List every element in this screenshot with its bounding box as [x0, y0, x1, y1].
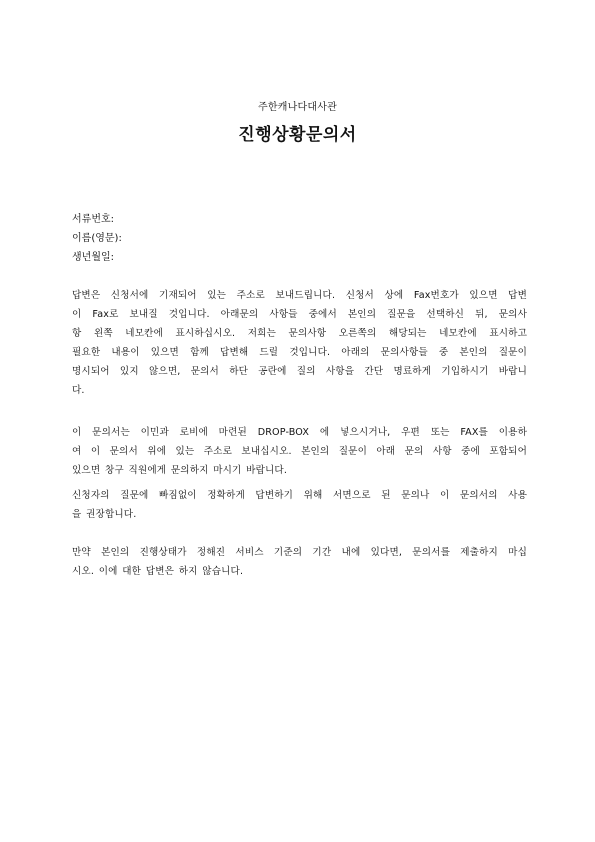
- paragraph-line: 이 Fax로 보내질 것입니다. 아래문의 사항들 중에서 본인의 질문을 선택하신 뒤, 문의사: [72, 309, 527, 320]
- paragraph-line: 여 이 문의서 위에 있는 주소로 보내십시오. 본인의 질문이 아래 문의 사항 중에 포함되어: [72, 446, 527, 457]
- paragraph-recommendation: [72, 486, 527, 524]
- applicant-fields: [72, 210, 122, 267]
- document-number-field: 서류번호:: [72, 214, 115, 225]
- paragraph-line: 다.: [72, 385, 85, 396]
- embassy-name: 주한캐나다대사관: [258, 102, 337, 113]
- paragraph-line: 항 왼쪽 네모칸에 표시하십시오. 저희는 문의사항 오른쪽의 해당되는 네모칸에 표시하고: [72, 328, 527, 339]
- paragraph-submission: [72, 423, 527, 480]
- paragraph-line: 시오. 이에 대한 답변은 하지 않습니다.: [72, 566, 244, 577]
- birthdate-field: 생년월일:: [72, 252, 115, 263]
- paragraph-answer-delivery: [72, 286, 527, 400]
- paragraph-service-standard: [72, 543, 527, 581]
- paragraph-line: 이 문의서는 이민과 로비에 마련된 DROP-BOX 에 넣으시거나, 우편 또는 FAX를 이용하: [72, 427, 527, 438]
- document-title: 진행상황문의서: [238, 125, 357, 145]
- paragraph-line: 있으면 창구 직원에게 문의하지 마시기 바랍니다.: [72, 465, 288, 476]
- paragraph-line: 답변은 신청서에 기재되어 있는 주소로 보내드립니다. 신청서 상에 Fax번호가 있으면 답변: [72, 290, 527, 301]
- paragraph-line: 을 권장합니다.: [72, 509, 137, 520]
- paragraph-line: 신청자의 질문에 빠짐없이 정확하게 답변하기 위해 서면으로 된 문의나 이 문의서의 사용: [72, 490, 527, 501]
- name-field: 이름(영문):: [72, 233, 122, 244]
- paragraph-line: 명시되어 있지 않으면, 문의서 하단 공란에 질의 사항을 간단 명료하게 기입하시기 바랍니: [72, 366, 527, 377]
- paragraph-line: 필요한 내용이 있으면 함께 답변해 드릴 것입니다. 아래의 문의사항들 중 본인의 질문이: [72, 347, 527, 358]
- paragraph-line: 만약 본인의 진행상태가 정해진 서비스 기준의 기간 내에 있다면, 문의서를 제출하지 마십: [72, 547, 527, 558]
